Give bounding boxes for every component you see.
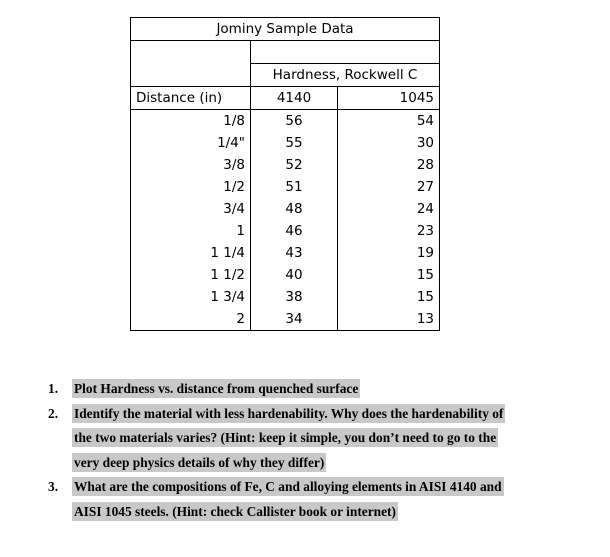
distance-cell: 1/8 (131, 110, 251, 133)
hardness-4140-cell: 43 (251, 242, 338, 264)
distance-cell: 1 1/4 (131, 242, 251, 264)
distance-column-header: Distance (in) (131, 87, 251, 110)
table-row (131, 176, 440, 198)
table-row (131, 264, 440, 286)
distance-cell: 3/8 (131, 154, 251, 176)
table-row (131, 110, 440, 133)
table-row (131, 132, 440, 154)
hardness-1045-cell: 15 (338, 286, 440, 308)
table-row (131, 154, 440, 176)
question-number: 1. (48, 381, 59, 396)
question-number: 2. (48, 405, 59, 421)
hardness-1045-cell: 23 (338, 220, 440, 242)
distance-cell: 1/4" (131, 132, 251, 154)
hardness-1045-cell: 54 (338, 110, 440, 133)
question-item (48, 402, 598, 476)
question-number: 3. (48, 479, 59, 494)
table-row (131, 198, 440, 220)
distance-cell: 1 3/4 (131, 286, 251, 308)
question-list (48, 377, 598, 524)
column-header-4140: 4140 (251, 87, 338, 110)
distance-cell: 1 (131, 220, 251, 242)
hardness-1045-cell: 28 (338, 154, 440, 176)
hardness-4140-cell: 38 (251, 286, 338, 308)
table-title-row (131, 18, 440, 41)
question-item (48, 377, 598, 402)
question-text-line: very deep physics details of why they differ) (74, 454, 325, 470)
table-row (131, 242, 440, 264)
hardness-1045-cell: 13 (338, 308, 440, 331)
question-item (48, 475, 598, 524)
hardness-1045-cell: 24 (338, 198, 440, 220)
hardness-4140-cell: 40 (251, 264, 338, 286)
question-text-line: AISI 1045 steels. (Hint: check Callister book or internet) (74, 503, 396, 519)
hardness-group-header: Hardness, Rockwell C (251, 64, 440, 87)
hardness-4140-cell: 55 (251, 132, 338, 154)
question-text-line: Plot Hardness vs. distance from quenched surface (74, 381, 359, 396)
table-column-header-row (131, 87, 440, 110)
distance-cell: 3/4 (131, 198, 251, 220)
hardness-4140-cell: 48 (251, 198, 338, 220)
question-text-line: What are the compositions of Fe, C and alloying elements in AISI 4140 and (74, 479, 502, 494)
hardness-1045-cell: 30 (338, 132, 440, 154)
hardness-4140-cell: 51 (251, 176, 338, 198)
table-group-header-row (131, 64, 440, 87)
table-row (131, 220, 440, 242)
hardness-4140-cell: 34 (251, 308, 338, 331)
table-row (131, 286, 440, 308)
hardness-1045-cell: 27 (338, 176, 440, 198)
jominy-data-table (130, 17, 440, 331)
table-row (131, 308, 440, 331)
hardness-4140-cell: 46 (251, 220, 338, 242)
column-header-1045: 1045 (338, 87, 440, 110)
distance-cell: 1 1/2 (131, 264, 251, 286)
distance-cell: 1/2 (131, 176, 251, 198)
hardness-1045-cell: 19 (338, 242, 440, 264)
table-title: Jominy Sample Data (131, 18, 440, 41)
hardness-1045-cell: 15 (338, 264, 440, 286)
table-spacer-row (131, 41, 440, 64)
question-text-line: the two materials varies? (Hint: keep it simple, you don’t need to go to the (74, 430, 497, 445)
distance-cell: 2 (131, 308, 251, 331)
question-text-line: Identify the material with less hardenability. Why does the hardenability of (74, 405, 504, 421)
hardness-4140-cell: 52 (251, 154, 338, 176)
hardness-4140-cell: 56 (251, 110, 338, 133)
